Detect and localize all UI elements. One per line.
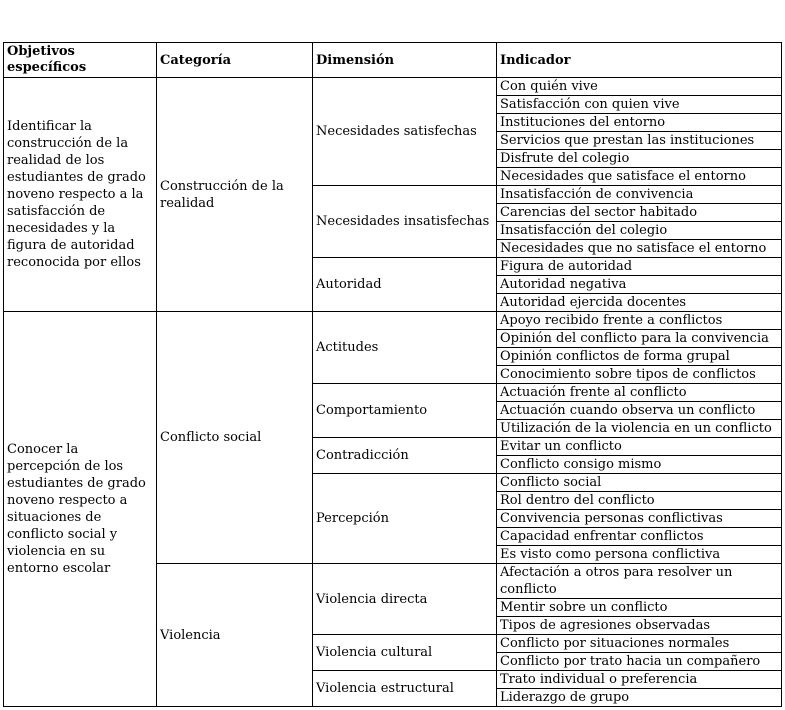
indicador-cell: Utilización de la violencia en un conflicto xyxy=(497,420,782,438)
dimension-cell: Necesidades insatisfechas xyxy=(313,186,497,258)
dimension-cell: Necesidades satisfechas xyxy=(313,78,497,186)
indicador-cell: Actuación cuando observa un conflicto xyxy=(497,402,782,420)
dimension-cell: Violencia estructural xyxy=(313,671,497,707)
dimension-cell: Violencia directa xyxy=(313,564,497,635)
indicador-cell: Convivencia personas conflictivas xyxy=(497,510,782,528)
indicador-cell: Necesidades que no satisface el entorno xyxy=(497,240,782,258)
header-objetivos: Objetivos específicos xyxy=(4,43,157,78)
indicador-cell: Conflicto consigo mismo xyxy=(497,456,782,474)
indicador-cell: Insatisfacción de convivencia xyxy=(497,186,782,204)
indicador-cell: Evitar un conflicto xyxy=(497,438,782,456)
indicador-cell: Capacidad enfrentar conflictos xyxy=(497,528,782,546)
indicador-cell: Mentir sobre un conflicto xyxy=(497,599,782,617)
indicador-cell: Disfrute del colegio xyxy=(497,150,782,168)
indicador-cell: Conflicto por trato hacia un compañero xyxy=(497,653,782,671)
indicador-cell: Autoridad negativa xyxy=(497,276,782,294)
indicador-cell: Autoridad ejercida docentes xyxy=(497,294,782,312)
dimension-cell: Comportamiento xyxy=(313,384,497,438)
indicador-cell: Afectación a otros para resolver un conflicto xyxy=(497,564,782,599)
indicador-cell: Opinión del conflicto para la convivencia xyxy=(497,330,782,348)
indicador-cell: Con quién vive xyxy=(497,78,782,96)
indicador-cell: Opinión conflictos de forma grupal xyxy=(497,348,782,366)
table-row xyxy=(4,78,782,96)
indicador-cell: Conocimiento sobre tipos de conflictos xyxy=(497,366,782,384)
indicador-cell: Conflicto por situaciones normales xyxy=(497,635,782,653)
indicador-cell: Figura de autoridad xyxy=(497,258,782,276)
indicador-cell: Actuación frente al conflicto xyxy=(497,384,782,402)
indicador-cell: Rol dentro del conflicto xyxy=(497,492,782,510)
objetivo-cell: Conocer la percepción de los estudiantes de grado noveno respecto a situaciones de conflicto social y violencia en su entorno escolar xyxy=(4,312,157,707)
header-row xyxy=(4,43,782,78)
dimension-cell: Autoridad xyxy=(313,258,497,312)
indicador-cell: Liderazgo de grupo xyxy=(497,689,782,707)
indicador-cell: Instituciones del entorno xyxy=(497,114,782,132)
dimension-cell: Violencia cultural xyxy=(313,635,497,671)
categoria-cell: Violencia xyxy=(157,564,313,707)
categoria-cell: Construcción de la realidad xyxy=(157,78,313,312)
indicador-cell: Necesidades que satisface el entorno xyxy=(497,168,782,186)
dimension-cell: Actitudes xyxy=(313,312,497,384)
header-indicador: Indicador xyxy=(497,43,782,78)
table-row xyxy=(4,312,782,330)
dimension-cell: Percepción xyxy=(313,474,497,564)
objetivo-cell: Identificar la construcción de la realidad de los estudiantes de grado noveno respecto a la satisfacción de necesidades y la figura de autoridad reconocida por ellos xyxy=(4,78,157,312)
header-dimension: Dimensión xyxy=(313,43,497,78)
indicador-cell: Satisfacción con quien vive xyxy=(497,96,782,114)
header-categoria: Categoría xyxy=(157,43,313,78)
indicador-cell: Insatisfacción del colegio xyxy=(497,222,782,240)
categoria-cell: Conflicto social xyxy=(157,312,313,564)
indicador-cell: Apoyo recibido frente a conflictos xyxy=(497,312,782,330)
indicators-table xyxy=(3,42,782,707)
indicador-cell: Carencias del sector habitado xyxy=(497,204,782,222)
indicador-cell: Trato individual o preferencia xyxy=(497,671,782,689)
indicador-cell: Tipos de agresiones observadas xyxy=(497,617,782,635)
indicador-cell: Conflicto social xyxy=(497,474,782,492)
indicador-cell: Es visto como persona conflictiva xyxy=(497,546,782,564)
dimension-cell: Contradicción xyxy=(313,438,497,474)
indicador-cell: Servicios que prestan las instituciones xyxy=(497,132,782,150)
